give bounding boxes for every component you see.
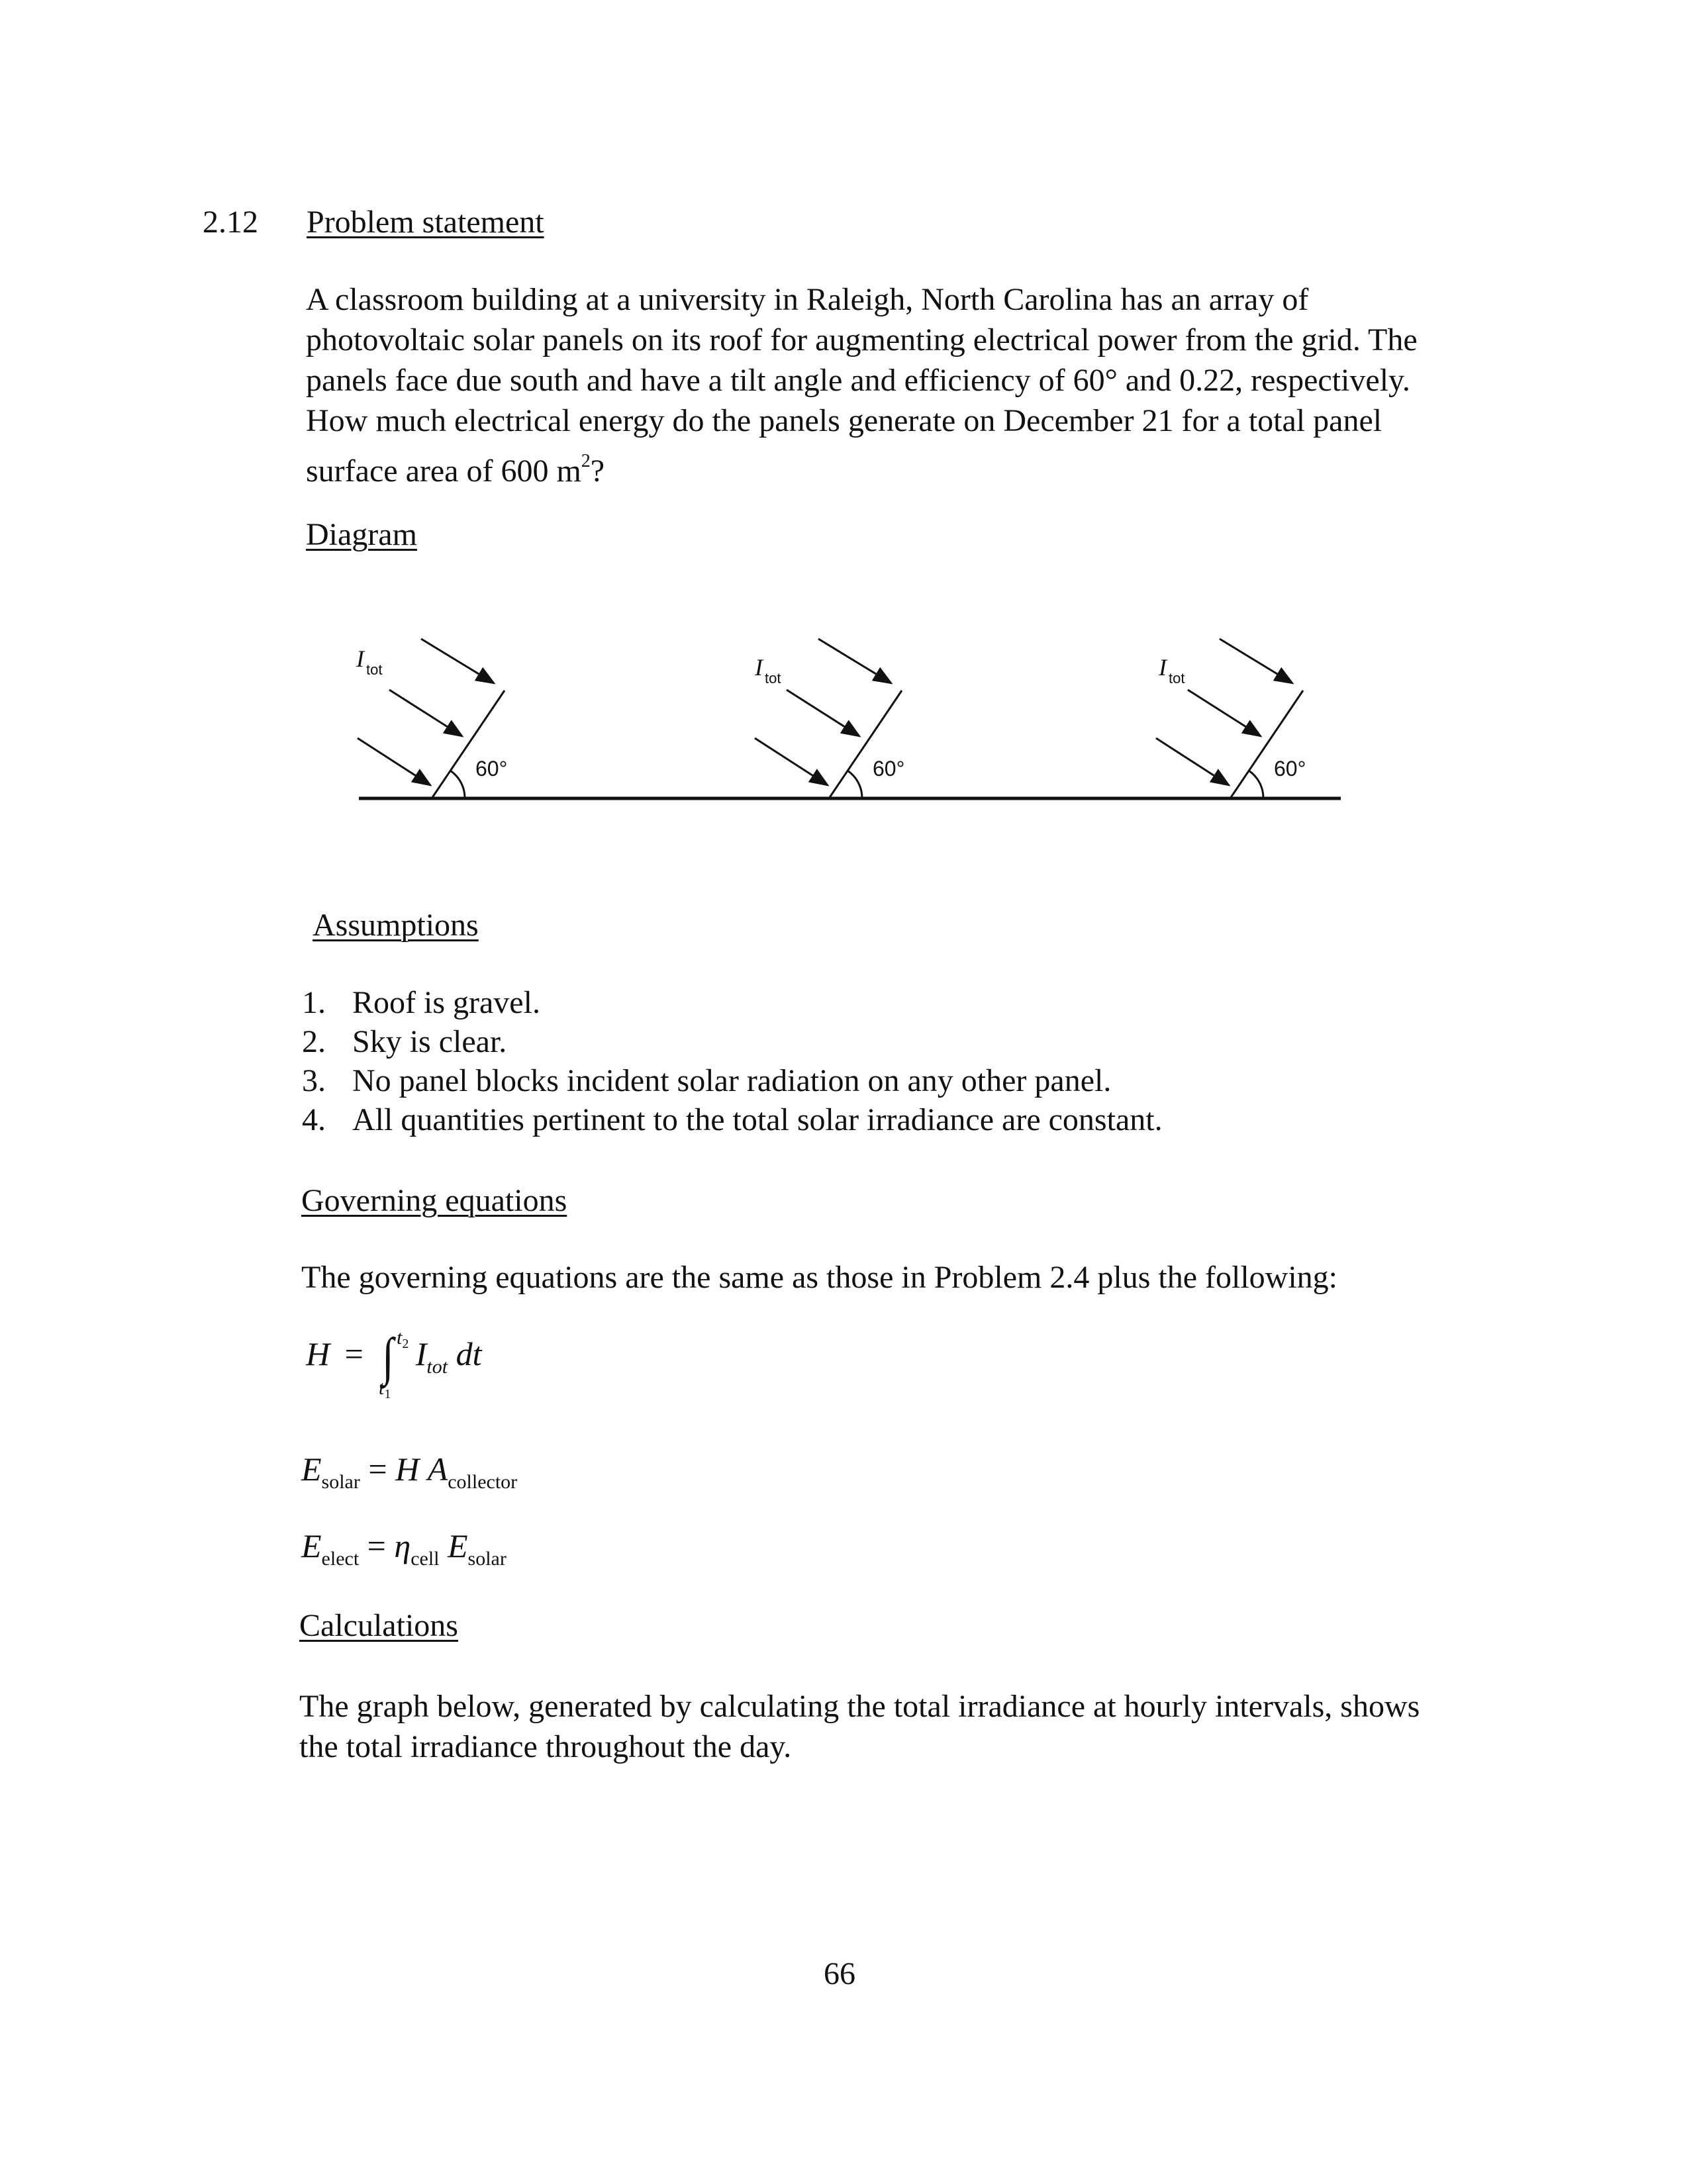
calculations-line: The graph below, generated by calculating the total irradiance at hourly intervals, shows [299, 1689, 1420, 1724]
question-mark: ? [590, 453, 605, 489]
calculations-heading: Calculations [299, 1608, 458, 1643]
ray-arrow [755, 738, 828, 785]
irradiance-subscript: tot [1169, 670, 1185, 687]
ray-arrow [421, 639, 494, 683]
problem-line-last [306, 441, 1498, 491]
angle-label: 60° [873, 757, 905, 781]
tilt-angle-arc [848, 771, 862, 798]
section-title: Problem statement [307, 205, 544, 240]
eq1-integrand-sub: tot [426, 1356, 448, 1378]
solar-panel [1230, 690, 1303, 798]
page-number: 66 [824, 1956, 855, 1991]
equation-energy-integral [306, 1327, 482, 1403]
assumptions-list [302, 983, 1163, 1139]
panel-group-1 [356, 639, 507, 798]
list-item: 2. Sky is clear. [302, 1024, 507, 1059]
tilt-angle-arc [1249, 771, 1263, 798]
list-item: 3. No panel blocks incident solar radiation on any other panel. [302, 1063, 1112, 1098]
eq1-equals: = [344, 1335, 363, 1372]
ray-arrow [389, 690, 462, 736]
tilt-angle-arc [450, 771, 465, 798]
assumptions-heading: Assumptions [313, 908, 479, 943]
irradiance-symbol: I [356, 645, 364, 672]
list-item: 4. All quantities pertinent to the total solar irradiance are constant. [302, 1102, 1163, 1137]
governing-intro: The governing equations are the same as those in Problem 2.4 plus the following: [301, 1260, 1338, 1295]
problem-line: surface area of 600 m [306, 453, 581, 489]
diagram-heading: Diagram [306, 517, 417, 552]
calculations-line: the total irradiance throughout the day. [299, 1729, 792, 1764]
equation-electrical-energy: $E_{elect} = \eta_{cell}$ $E_{solar}$ [301, 1527, 507, 1570]
ray-arrow [1220, 639, 1292, 683]
ray-arrow [818, 639, 891, 683]
solar-panel [829, 690, 905, 798]
governing-heading: Governing equations [301, 1183, 567, 1218]
solar-panel [432, 690, 508, 798]
list-item: 1. Roof is gravel. [302, 985, 540, 1020]
angle-label: 60° [475, 757, 508, 781]
irradiance-subscript: tot [765, 670, 781, 687]
problem-line: How much electrical energy do the panels generate on December 21 for a total panel [306, 403, 1382, 438]
solar-panel-diagram [318, 622, 1364, 814]
panel-group-2 [754, 639, 904, 798]
eq1-lhs: H [306, 1335, 330, 1372]
area-exponent: 2 [581, 451, 591, 471]
ray-arrow [1188, 690, 1261, 736]
irradiance-symbol: I [1159, 654, 1167, 681]
irradiance-symbol: I [755, 654, 763, 681]
eq1-integrand: I [415, 1335, 427, 1372]
panel-group-3 [1156, 639, 1306, 798]
eq1-upper-limit: $t_2$ [397, 1327, 409, 1351]
integral-sign-icon: ∫ [382, 1328, 395, 1386]
eq1-differential: dt [456, 1335, 482, 1372]
equation-solar-energy: $E_{solar} = H$ $A_{collector}$ [301, 1450, 518, 1493]
ray-arrow [1156, 738, 1229, 785]
problem-line: A classroom building at a university in Raleigh, North Carolina has an array of [306, 282, 1309, 317]
section-number: 2.12 [203, 205, 258, 240]
problem-line: photovoltaic solar panels on its roof for augmenting electrical power from the grid. The [306, 322, 1418, 357]
irradiance-subscript: tot [366, 661, 383, 678]
angle-label: 60° [1274, 757, 1306, 781]
ray-arrow [358, 738, 430, 785]
eq1-lower-limit: $t_1$ [379, 1377, 391, 1401]
problem-line: panels face due south and have a tilt angle and efficiency of 60° and 0.22, respectively. [306, 363, 1410, 398]
calculations-paragraph [299, 1686, 1491, 1767]
problem-paragraph [306, 279, 1498, 491]
ray-arrow [787, 690, 859, 736]
